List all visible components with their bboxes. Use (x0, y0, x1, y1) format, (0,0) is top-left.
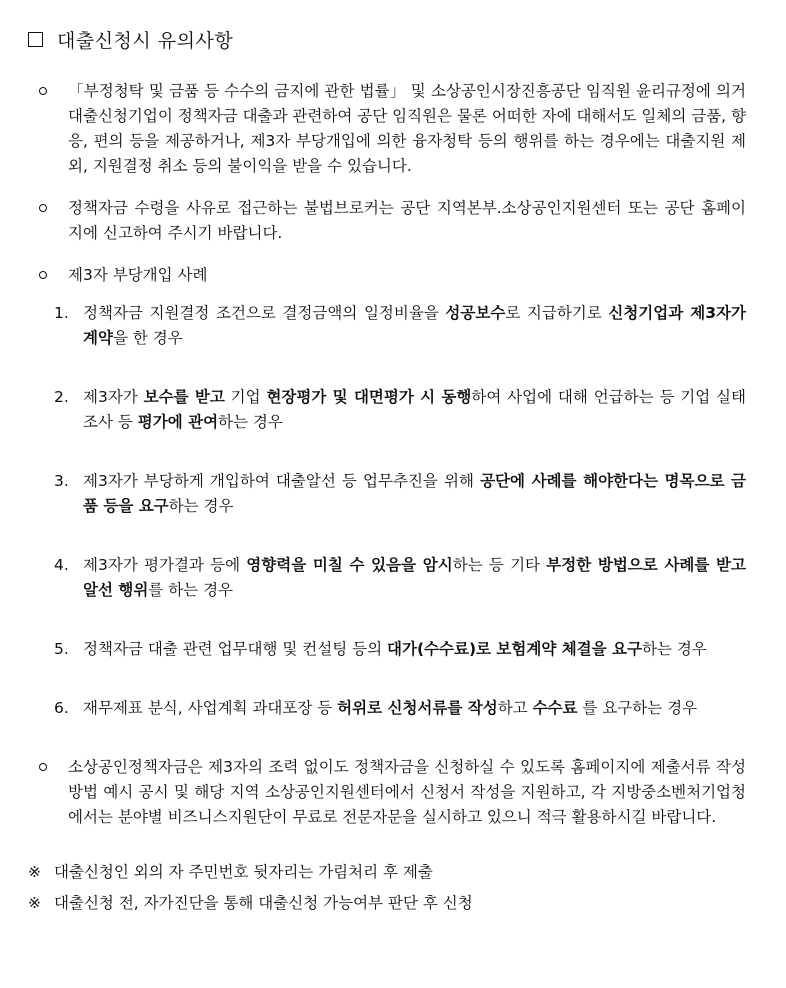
note-text: 대출신청 전, 자가진단을 통해 대출신청 가능여부 판단 후 신청 (54, 894, 473, 912)
case-number: 3. (54, 472, 69, 490)
case-text: 을 한 경우 (112, 329, 183, 347)
bullet-item (28, 755, 746, 830)
bullet-text: 「부정청탁 및 금품 등 수수의 금지에 관한 법률」 및 소상공인시장진흥공단 임직원 윤리규정에 의거 대출신청기업이 정책자금 대출과 관련하여 공단 임직원은 물론 어떠한 자에 대해서도 일체의 금품, 향응, 편의 등을 제공하거나, 제3자 부당개입에 의한 융자청탁 등의 행위를 하는 경우에는 대출지원 제외, 지원결정 취소 등의 불이익을 받을 수 있습니다. (68, 82, 746, 175)
case-text: 정책자금 대출 관련 업무대행 및 컨설팅 등의 (83, 640, 388, 658)
case-text: 기업 (224, 388, 267, 406)
case-emphasis-text: 부정한 방법으로 사례를 받고 알선 행위 (83, 556, 746, 599)
circle-bullet-icon (39, 204, 47, 212)
bullet-text: 소상공인정책자금은 제3자의 조력 없이도 정책자금을 신청하실 수 있도록 홈페이지에 제출서류 작성방법 예시 공시 및 해당 지역 소상공인지원센터에서 신청서 작성을 지원하고, 각 지방중소벤처기업청에서는 분야별 비즈니스지원단이 무료로 전문자문을 실시하고 있으니 적극 활용하시길 바랍니다. (68, 758, 746, 826)
title-text: 대출신청시 유의사항 (57, 30, 234, 52)
checkbox-square-icon (28, 32, 43, 47)
note-item (28, 860, 746, 885)
case-number: 1. (54, 304, 69, 322)
bullet-item (28, 79, 746, 179)
case-item-2 (28, 385, 746, 435)
circle-bullet-icon (39, 271, 47, 279)
case-emphasis-text: 수수료 (532, 699, 578, 717)
reference-mark-icon: ※ (28, 863, 41, 881)
case-text: 하는 경우 (218, 413, 283, 431)
case-number: 5. (54, 640, 69, 658)
case-item-6 (28, 696, 746, 721)
bullet-item (28, 196, 746, 246)
case-item-4 (28, 553, 746, 603)
case-text: 하는 경우 (168, 497, 234, 515)
case-text: 제3자가 (83, 388, 144, 406)
case-text: 재무제표 분식, 사업계획 과대포장 등 (83, 699, 338, 717)
case-item-1 (28, 301, 746, 351)
note-text: 대출신청인 외의 자 주민번호 뒷자리는 가림처리 후 제출 (54, 863, 433, 881)
case-emphasis-text: 보수를 받고 (143, 388, 225, 406)
case-emphasis-text: 영향력을 미칠 수 있음을 암시 (246, 556, 453, 574)
case-text: 제3자가 평가결과 등에 (83, 556, 247, 574)
case-text: 를 요구하는 경우 (577, 699, 698, 717)
case-text: 하는 등 기타 (452, 556, 547, 574)
case-emphasis-text: 대가(수수료)로 보험계약 체결을 요구 (387, 640, 642, 658)
case-text: 제3자가 부당하게 개입하여 대출알선 등 업무추진을 위해 (83, 472, 481, 490)
circle-bullet-icon (39, 87, 47, 95)
circle-bullet-icon (39, 763, 47, 771)
case-number: 6. (54, 699, 69, 717)
case-emphasis-text: 허위로 신청서류를 작성 (337, 699, 498, 717)
bullet-item (28, 263, 746, 288)
reference-mark-icon: ※ (28, 894, 41, 912)
case-text: 하여 사업에 대해 언급하는 등 기업 실태조사 등 (83, 388, 746, 431)
case-item-3 (28, 469, 746, 519)
case-text: 로 지급하기로 (505, 304, 609, 322)
case-number: 2. (54, 388, 69, 406)
case-emphasis-text: 현장평가 및 대면평가 시 동행 (266, 388, 472, 406)
bullet-text: 정책자금 수령을 사유로 접근하는 불법브로커는 공단 지역본부.소상공인지원센터 또는 공단 홈페이지에 신고하여 주시기 바랍니다. (68, 199, 746, 242)
case-emphasis-text: 성공보수 (445, 304, 506, 322)
case-text: 를 하는 경우 (148, 581, 234, 599)
section-title (28, 26, 746, 53)
case-number: 4. (54, 556, 69, 574)
case-text: 정책자금 지원결정 조건으로 결정금액의 일정비율을 (83, 304, 446, 322)
notes (28, 860, 746, 916)
case-item-5 (28, 637, 746, 662)
case-emphasis-text: 평가에 관여 (137, 413, 219, 431)
case-text: 하는 경우 (641, 640, 707, 658)
case-list (28, 301, 746, 721)
note-item (28, 891, 746, 916)
case-emphasis-text: 신청기업과 제3자가 계약 (83, 304, 746, 347)
bullet-text: 제3자 부당개입 사례 (68, 266, 208, 284)
case-text: 하고 (497, 699, 533, 717)
case-emphasis-text: 공단에 사례를 해야한다는 명목으로 금품 등을 요구 (83, 472, 746, 515)
